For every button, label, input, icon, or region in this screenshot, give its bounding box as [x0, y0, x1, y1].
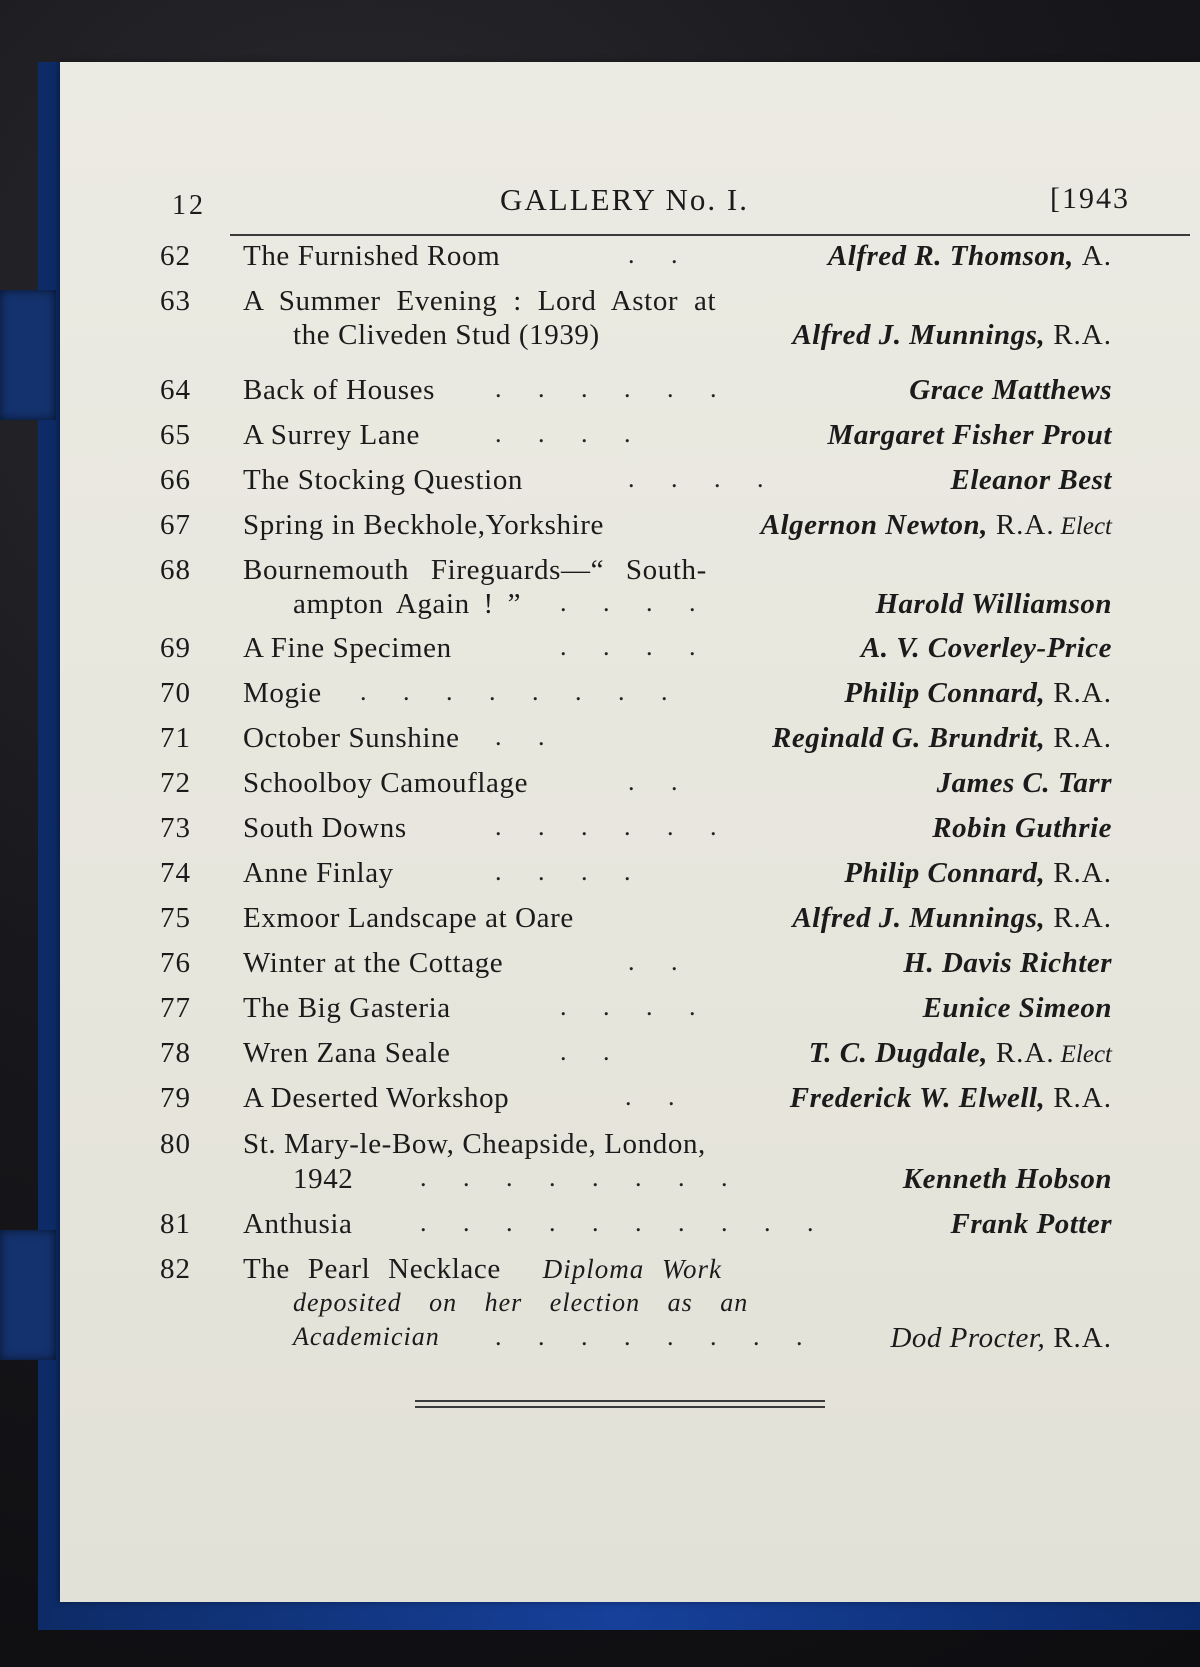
entry-number: 78 — [160, 1037, 191, 1069]
entry-title: The Stocking Question — [243, 464, 524, 496]
artist-name: Dod Procter, — [890, 1322, 1046, 1354]
artist-name: T. C. Dugdale, — [808, 1037, 988, 1069]
entry-artist — [903, 1163, 1112, 1196]
artist-name: Alfred J. Munnings, — [792, 902, 1046, 934]
entry-number: 81 — [160, 1208, 191, 1240]
entry-number: 68 — [160, 554, 191, 586]
entry-artist — [909, 374, 1112, 407]
leader-dots: . . — [628, 947, 693, 976]
entry-note: Diploma Work — [542, 1254, 722, 1284]
entry-number: 70 — [160, 677, 191, 709]
artist-name: Reginald G. Brundrit, — [772, 722, 1046, 754]
entry-number: 66 — [160, 464, 191, 496]
artist-title: R.A. — [1053, 1322, 1112, 1354]
entry-artist — [951, 464, 1113, 497]
page-year: [1943 — [1050, 182, 1130, 215]
entry-artist — [923, 992, 1112, 1025]
artist-title: R.A. — [1053, 902, 1112, 934]
entry-artist — [844, 857, 1112, 890]
entry-artist — [951, 1208, 1113, 1241]
entry-artist — [790, 1082, 1112, 1115]
leader-dots: . . . . . . . . — [360, 677, 683, 706]
entry-number: 62 — [160, 240, 191, 272]
entry-number: 65 — [160, 419, 191, 451]
entry-artist — [792, 902, 1112, 935]
entry-number: 80 — [160, 1128, 191, 1160]
entry-artist — [761, 509, 1112, 542]
entry-artist — [828, 419, 1112, 452]
leader-dots: . . — [628, 240, 693, 269]
artist-name: James C. Tarr — [936, 767, 1112, 799]
entry-number: 75 — [160, 902, 191, 934]
artist-name: Harold Williamson — [875, 588, 1112, 620]
leader-dots: . . . . — [628, 464, 779, 493]
artist-name: A. V. Coverley-Price — [860, 632, 1112, 664]
artist-elect: Elect — [1060, 513, 1112, 540]
entry-title: Anthusia — [243, 1208, 353, 1240]
artist-name: Frederick W. Elwell, — [789, 1082, 1046, 1114]
ribbon-lower — [0, 1230, 56, 1360]
entry-artist — [772, 722, 1112, 755]
leader-dots: . . . . . . — [495, 812, 732, 841]
leader-dots: . . — [628, 767, 693, 796]
entry-title: Exmoor Landscape at Oare — [243, 902, 574, 934]
entry-title: Winter at the Cottage — [243, 947, 504, 979]
leader-dots: . . . . — [560, 632, 711, 661]
artist-name: Margaret Fisher Prout — [827, 419, 1112, 451]
entry-artist — [932, 812, 1112, 845]
page-number: 12 — [172, 190, 206, 221]
leader-dots: . . . . — [560, 992, 711, 1021]
entry-title: Back of Houses — [243, 374, 436, 406]
artist-name: Frank Potter — [950, 1208, 1112, 1240]
leader-dots: . . — [625, 1082, 690, 1111]
leader-dots: . . — [560, 1037, 625, 1066]
entry-title: Wren Zana Seale — [243, 1037, 451, 1069]
leader-dots: . . . . . . . . . . — [420, 1208, 829, 1237]
entry-number: 67 — [160, 509, 191, 541]
entry-artist — [792, 319, 1112, 352]
entry-title: Mogie — [243, 677, 322, 709]
entry-title: October Sunshine — [243, 722, 460, 754]
artist-title: R.A. — [995, 509, 1055, 541]
entry-number: 76 — [160, 947, 191, 979]
artist-title: A. — [1081, 240, 1112, 272]
entry-title: A Deserted Workshop — [243, 1082, 510, 1114]
entry-number: 69 — [160, 632, 191, 664]
closing-double-rule — [415, 1400, 825, 1408]
artist-name: Alfred J. Munnings, — [792, 319, 1046, 351]
leader-dots: . . . . — [495, 419, 646, 448]
entry-note-cont: deposited on her election as an — [293, 1288, 749, 1317]
artist-title: R.A. — [995, 1037, 1055, 1069]
artist-name: Philip Connard, — [844, 677, 1046, 709]
entry-title-text: The Pearl Necklace — [243, 1253, 501, 1285]
leader-dots: . . . . . . . . — [495, 1322, 818, 1351]
entry-title: A Summer Evening : Lord Astor at — [243, 285, 717, 317]
artist-name: Philip Connard, — [844, 857, 1046, 889]
artist-title: R.A. — [1053, 722, 1112, 754]
entry-artist — [844, 677, 1112, 710]
entry-title: The Furnished Room — [243, 240, 501, 272]
ribbon-upper — [0, 290, 56, 420]
artist-name: Kenneth Hobson — [902, 1163, 1112, 1195]
catalogue-page — [60, 62, 1200, 1602]
entry-title: St. Mary-le-Bow, Cheapside, London, — [243, 1128, 706, 1160]
entry-title — [243, 1253, 722, 1286]
entry-title-cont: 1942 — [293, 1163, 354, 1195]
artist-name: Alfred R. Thomson, — [827, 240, 1074, 272]
leader-dots: . . — [495, 722, 560, 751]
entry-title: Bournemouth Fireguards—“ South- — [243, 554, 707, 586]
artist-title: R.A. — [1053, 319, 1112, 351]
entry-title: The Big Gasteria — [243, 992, 451, 1024]
leader-dots: . . . . . . . . — [420, 1163, 743, 1192]
entry-number: 64 — [160, 374, 191, 406]
entry-title-cont: ampton Again ! ” — [293, 588, 522, 620]
leader-dots: . . . . . . — [495, 374, 732, 403]
entry-title: Anne Finlay — [243, 857, 394, 889]
entry-list — [60, 62, 1200, 1602]
entry-number: 79 — [160, 1082, 191, 1114]
entry-number: 73 — [160, 812, 191, 844]
entry-artist — [890, 1322, 1112, 1355]
artist-elect: Elect — [1060, 1041, 1112, 1068]
artist-title: R.A. — [1053, 1082, 1112, 1114]
artist-name: Grace Matthews — [909, 374, 1112, 406]
entry-note-cont: Academician — [293, 1322, 440, 1351]
page-title: GALLERY No. I. — [500, 182, 749, 217]
entry-number: 82 — [160, 1253, 191, 1285]
entry-artist — [903, 947, 1112, 980]
entry-title: A Fine Specimen — [243, 632, 452, 664]
entry-artist — [937, 767, 1112, 800]
leader-dots: . . . . — [560, 588, 711, 617]
artist-name: Eunice Simeon — [922, 992, 1112, 1024]
entry-artist — [809, 1037, 1112, 1070]
entry-number: 74 — [160, 857, 191, 889]
entry-title: Schoolboy Camouflage — [243, 767, 529, 799]
artist-name: Algernon Newton, — [760, 509, 988, 541]
artist-name: H. Davis Richter — [903, 947, 1112, 979]
entry-number: 71 — [160, 722, 191, 754]
artist-title: R.A. — [1053, 677, 1112, 709]
entry-artist — [861, 632, 1112, 665]
entry-artist — [828, 240, 1112, 273]
entry-title: South Downs — [243, 812, 407, 844]
entry-number: 63 — [160, 285, 191, 317]
entry-title: Spring in Beckhole,Yorkshire — [243, 509, 605, 541]
entry-artist — [875, 588, 1112, 621]
artist-name: Eleanor Best — [950, 464, 1112, 496]
entry-title: A Surrey Lane — [243, 419, 420, 451]
entry-number: 72 — [160, 767, 191, 799]
artist-title: R.A. — [1053, 857, 1112, 889]
leader-dots: . . . . — [495, 857, 646, 886]
artist-name: Robin Guthrie — [932, 812, 1112, 844]
entry-number: 77 — [160, 992, 191, 1024]
entry-title-cont: the Cliveden Stud (1939) — [293, 319, 600, 351]
